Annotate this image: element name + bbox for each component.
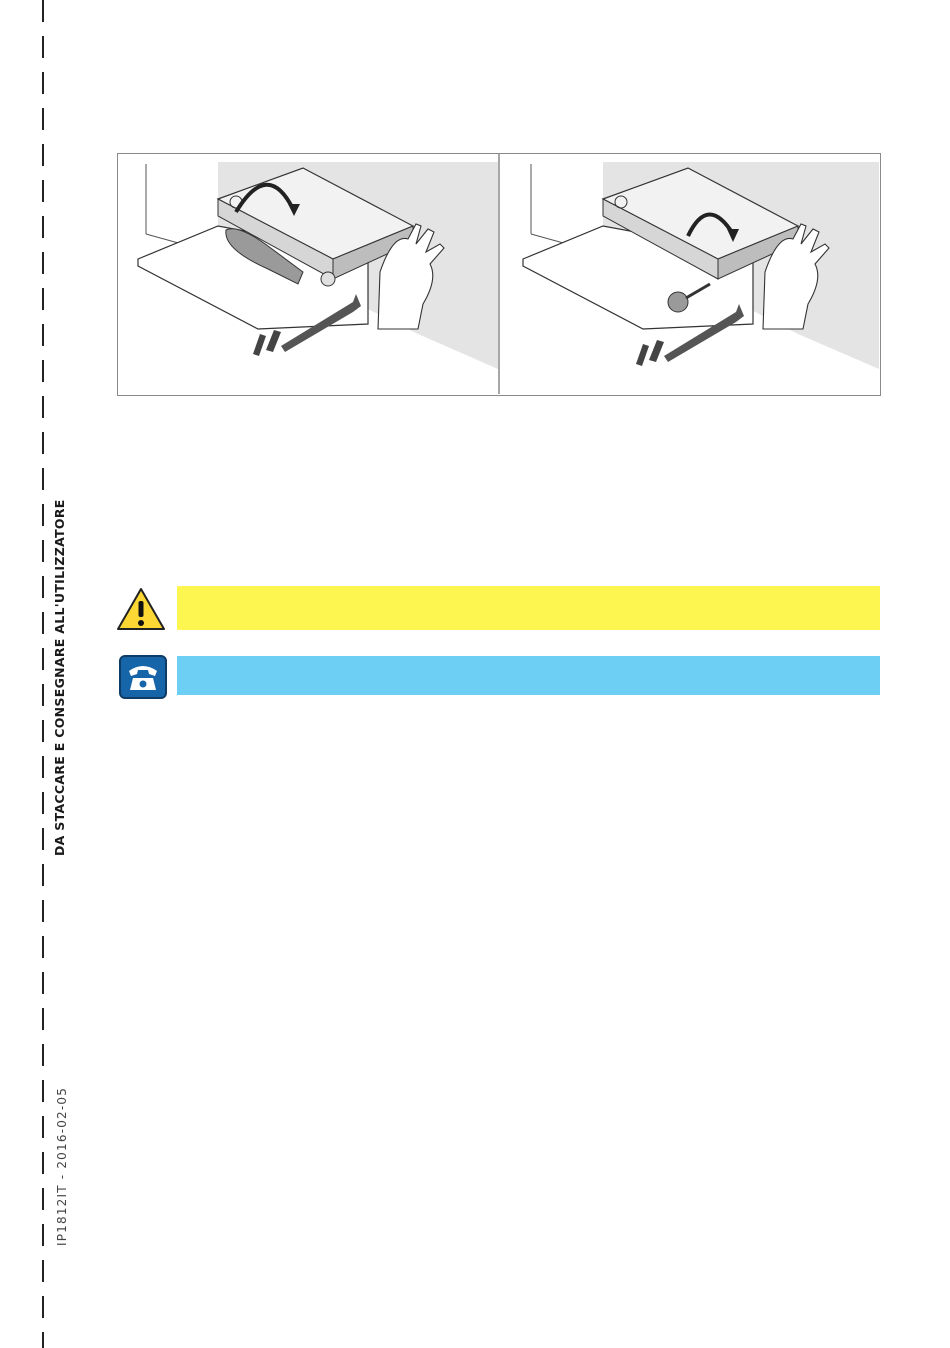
telephone-icon <box>118 654 168 700</box>
detach-instruction-label: DA STACCARE E CONSEGNARE ALL'UTILIZZATORE <box>52 499 67 856</box>
panel-lever-release <box>138 162 498 369</box>
warning-triangle-icon <box>116 586 166 632</box>
cut-line <box>42 0 44 1348</box>
release-illustration-svg <box>118 154 879 394</box>
phone-banner <box>177 656 880 695</box>
warning-banner <box>177 586 880 630</box>
release-illustration <box>117 153 881 396</box>
panel-key-release <box>523 162 879 369</box>
document-code: IP1812IT - 2016-02-05 <box>55 1086 69 1246</box>
